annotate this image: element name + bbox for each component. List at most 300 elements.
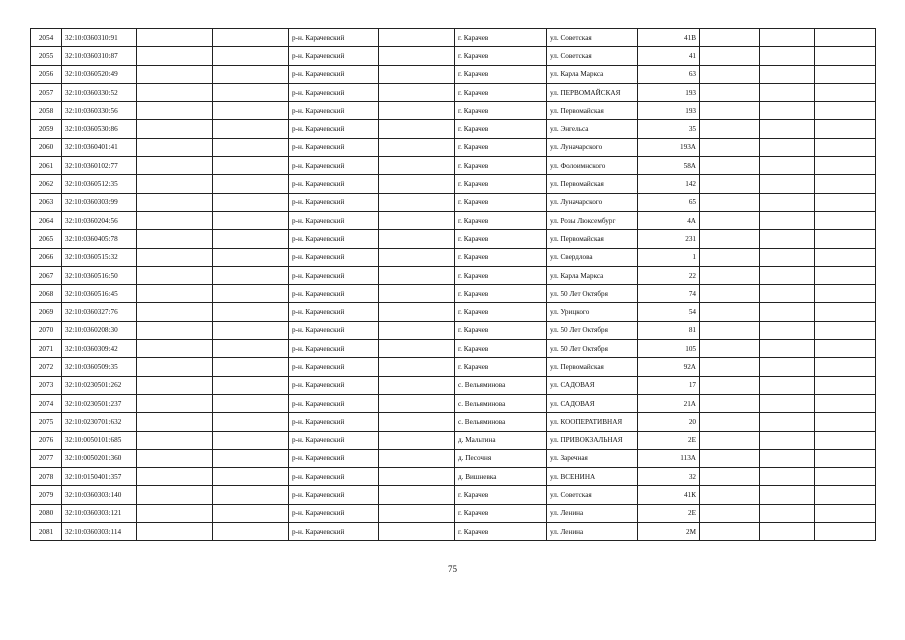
settlement-cell: г. Карачев xyxy=(455,138,547,156)
table-row xyxy=(31,376,876,394)
house-number-cell: 21А xyxy=(638,394,700,412)
property-register-table xyxy=(30,28,876,541)
street-cell: ул. САДОВАЯ xyxy=(547,376,638,394)
settlement-cell: г. Карачев xyxy=(455,523,547,541)
table-row xyxy=(31,47,876,65)
empty-cell xyxy=(700,230,760,248)
empty-cell xyxy=(137,486,213,504)
empty-cell xyxy=(137,120,213,138)
empty-cell xyxy=(815,486,876,504)
street-cell: ул. КООПЕРАТИВНАЯ xyxy=(547,413,638,431)
cadastral-number-cell: 32:10:0360310:91 xyxy=(62,29,137,47)
cadastral-number-cell: 32:10:0360310:87 xyxy=(62,47,137,65)
table-row xyxy=(31,29,876,47)
empty-cell xyxy=(700,211,760,229)
cadastral-number-cell: 32:10:0360330:52 xyxy=(62,83,137,101)
empty-cell xyxy=(700,120,760,138)
table-row xyxy=(31,175,876,193)
table-row xyxy=(31,120,876,138)
row-number-cell: 2077 xyxy=(31,449,62,467)
table-row xyxy=(31,449,876,467)
empty-cell xyxy=(137,175,213,193)
empty-cell xyxy=(379,431,455,449)
cadastral-number-cell: 32:10:0360204:56 xyxy=(62,211,137,229)
cadastral-number-cell: 32:10:0360516:45 xyxy=(62,285,137,303)
empty-cell xyxy=(760,230,815,248)
empty-cell xyxy=(760,83,815,101)
house-number-cell: 20 xyxy=(638,413,700,431)
empty-cell xyxy=(815,175,876,193)
empty-cell xyxy=(379,102,455,120)
empty-cell xyxy=(379,175,455,193)
district-cell: р-н. Карачевский xyxy=(289,248,379,266)
empty-cell xyxy=(137,65,213,83)
table-row xyxy=(31,358,876,376)
empty-cell xyxy=(760,285,815,303)
row-number-cell: 2070 xyxy=(31,321,62,339)
house-number-cell: 2Е xyxy=(638,504,700,522)
empty-cell xyxy=(137,376,213,394)
cadastral-number-cell: 32:10:0050201:360 xyxy=(62,449,137,467)
empty-cell xyxy=(379,449,455,467)
empty-cell xyxy=(213,394,289,412)
table-row xyxy=(31,230,876,248)
empty-cell xyxy=(213,486,289,504)
empty-cell xyxy=(760,102,815,120)
empty-cell xyxy=(379,83,455,101)
empty-cell xyxy=(379,47,455,65)
table-row xyxy=(31,285,876,303)
house-number-cell: 63 xyxy=(638,65,700,83)
table-row xyxy=(31,248,876,266)
settlement-cell: г. Карачев xyxy=(455,266,547,284)
empty-cell xyxy=(213,413,289,431)
district-cell: р-н. Карачевский xyxy=(289,340,379,358)
empty-cell xyxy=(760,431,815,449)
street-cell: ул. Заречная xyxy=(547,449,638,467)
empty-cell xyxy=(213,431,289,449)
house-number-cell: 65 xyxy=(638,193,700,211)
table-row xyxy=(31,138,876,156)
settlement-cell: г. Карачев xyxy=(455,358,547,376)
empty-cell xyxy=(213,248,289,266)
empty-cell xyxy=(815,120,876,138)
district-cell: р-н. Карачевский xyxy=(289,29,379,47)
table-row xyxy=(31,321,876,339)
empty-cell xyxy=(760,175,815,193)
district-cell: р-н. Карачевский xyxy=(289,303,379,321)
street-cell: ул. Карла Маркса xyxy=(547,65,638,83)
empty-cell xyxy=(213,449,289,467)
empty-cell xyxy=(137,29,213,47)
street-cell: ул. Советская xyxy=(547,47,638,65)
empty-cell xyxy=(815,102,876,120)
house-number-cell: 54 xyxy=(638,303,700,321)
empty-cell xyxy=(815,157,876,175)
empty-cell xyxy=(700,175,760,193)
district-cell: р-н. Карачевский xyxy=(289,120,379,138)
settlement-cell: г. Карачев xyxy=(455,47,547,65)
cadastral-number-cell: 32:10:0360303:121 xyxy=(62,504,137,522)
empty-cell xyxy=(213,120,289,138)
table-row xyxy=(31,157,876,175)
settlement-cell: г. Карачев xyxy=(455,321,547,339)
street-cell: ул. ПЕРВОМАЙСКАЯ xyxy=(547,83,638,101)
street-cell: ул. Розы Люксембург xyxy=(547,211,638,229)
row-number-cell: 2057 xyxy=(31,83,62,101)
empty-cell xyxy=(137,138,213,156)
street-cell: ул. Луначарского xyxy=(547,193,638,211)
empty-cell xyxy=(137,47,213,65)
empty-cell xyxy=(815,211,876,229)
street-cell: ул. 50 Лет Октября xyxy=(547,321,638,339)
row-number-cell: 2072 xyxy=(31,358,62,376)
empty-cell xyxy=(760,413,815,431)
table-row xyxy=(31,65,876,83)
house-number-cell: 2М xyxy=(638,523,700,541)
cadastral-number-cell: 32:10:0360520:49 xyxy=(62,65,137,83)
empty-cell xyxy=(137,193,213,211)
empty-cell xyxy=(700,303,760,321)
empty-cell xyxy=(379,65,455,83)
empty-cell xyxy=(137,413,213,431)
empty-cell xyxy=(213,303,289,321)
empty-cell xyxy=(137,248,213,266)
settlement-cell: г. Карачев xyxy=(455,504,547,522)
empty-cell xyxy=(700,394,760,412)
cadastral-number-cell: 32:10:0360405:78 xyxy=(62,230,137,248)
row-number-cell: 2062 xyxy=(31,175,62,193)
empty-cell xyxy=(137,340,213,358)
empty-cell xyxy=(700,504,760,522)
cadastral-number-cell: 32:10:0360303:140 xyxy=(62,486,137,504)
empty-cell xyxy=(137,468,213,486)
empty-cell xyxy=(213,504,289,522)
row-number-cell: 2074 xyxy=(31,394,62,412)
empty-cell xyxy=(213,157,289,175)
empty-cell xyxy=(815,376,876,394)
house-number-cell: 193А xyxy=(638,138,700,156)
empty-cell xyxy=(213,285,289,303)
empty-cell xyxy=(213,211,289,229)
empty-cell xyxy=(815,47,876,65)
district-cell: р-н. Карачевский xyxy=(289,468,379,486)
empty-cell xyxy=(760,47,815,65)
empty-cell xyxy=(700,266,760,284)
empty-cell xyxy=(137,303,213,321)
empty-cell xyxy=(760,523,815,541)
empty-cell xyxy=(760,138,815,156)
district-cell: р-н. Карачевский xyxy=(289,413,379,431)
settlement-cell: д. Песочня xyxy=(455,449,547,467)
settlement-cell: г. Карачев xyxy=(455,83,547,101)
settlement-cell: г. Карачев xyxy=(455,486,547,504)
empty-cell xyxy=(213,321,289,339)
house-number-cell: 231 xyxy=(638,230,700,248)
empty-cell xyxy=(213,340,289,358)
street-cell: ул. Карла Маркса xyxy=(547,266,638,284)
district-cell: р-н. Карачевский xyxy=(289,157,379,175)
empty-cell xyxy=(700,486,760,504)
empty-cell xyxy=(760,303,815,321)
street-cell: ул. ПРИВОКЗАЛЬНАЯ xyxy=(547,431,638,449)
house-number-cell: 58А xyxy=(638,157,700,175)
cadastral-number-cell: 32:10:0360330:56 xyxy=(62,102,137,120)
empty-cell xyxy=(213,29,289,47)
empty-cell xyxy=(760,358,815,376)
empty-cell xyxy=(700,340,760,358)
cadastral-number-cell: 32:10:0360401:41 xyxy=(62,138,137,156)
empty-cell xyxy=(379,358,455,376)
settlement-cell: г. Карачев xyxy=(455,65,547,83)
district-cell: р-н. Карачевский xyxy=(289,102,379,120)
empty-cell xyxy=(379,285,455,303)
empty-cell xyxy=(815,193,876,211)
street-cell: ул. САДОВАЯ xyxy=(547,394,638,412)
empty-cell xyxy=(213,193,289,211)
row-number-cell: 2067 xyxy=(31,266,62,284)
empty-cell xyxy=(760,376,815,394)
house-number-cell: 142 xyxy=(638,175,700,193)
empty-cell xyxy=(815,248,876,266)
settlement-cell: г. Карачев xyxy=(455,211,547,229)
street-cell: ул. Советская xyxy=(547,486,638,504)
empty-cell xyxy=(815,523,876,541)
table-row xyxy=(31,102,876,120)
district-cell: р-н. Карачевский xyxy=(289,266,379,284)
empty-cell xyxy=(137,285,213,303)
empty-cell xyxy=(137,83,213,101)
district-cell: р-н. Карачевский xyxy=(289,65,379,83)
row-number-cell: 2081 xyxy=(31,523,62,541)
house-number-cell: 105 xyxy=(638,340,700,358)
house-number-cell: 41В xyxy=(638,29,700,47)
settlement-cell: с. Вельяминова xyxy=(455,394,547,412)
table-row xyxy=(31,340,876,358)
district-cell: р-н. Карачевский xyxy=(289,211,379,229)
table-row xyxy=(31,83,876,101)
empty-cell xyxy=(213,47,289,65)
row-number-cell: 2063 xyxy=(31,193,62,211)
district-cell: р-н. Карачевский xyxy=(289,486,379,504)
settlement-cell: г. Карачев xyxy=(455,230,547,248)
row-number-cell: 2071 xyxy=(31,340,62,358)
row-number-cell: 2056 xyxy=(31,65,62,83)
empty-cell xyxy=(213,358,289,376)
empty-cell xyxy=(815,394,876,412)
cadastral-number-cell: 32:10:0360509:35 xyxy=(62,358,137,376)
row-number-cell: 2055 xyxy=(31,47,62,65)
house-number-cell: 1 xyxy=(638,248,700,266)
empty-cell xyxy=(815,449,876,467)
street-cell: ул. Первомайская xyxy=(547,102,638,120)
cadastral-number-cell: 32:10:0360102:77 xyxy=(62,157,137,175)
empty-cell xyxy=(700,102,760,120)
empty-cell xyxy=(700,468,760,486)
cadastral-number-cell: 32:10:0150401:357 xyxy=(62,468,137,486)
table-row xyxy=(31,193,876,211)
empty-cell xyxy=(760,340,815,358)
settlement-cell: г. Карачев xyxy=(455,157,547,175)
row-number-cell: 2059 xyxy=(31,120,62,138)
row-number-cell: 2060 xyxy=(31,138,62,156)
empty-cell xyxy=(815,65,876,83)
empty-cell xyxy=(379,523,455,541)
empty-cell xyxy=(815,321,876,339)
table-row xyxy=(31,431,876,449)
empty-cell xyxy=(815,230,876,248)
empty-cell xyxy=(379,376,455,394)
street-cell: ул. 50 Лет Октября xyxy=(547,285,638,303)
empty-cell xyxy=(760,468,815,486)
street-cell: ул. Луначарского xyxy=(547,138,638,156)
empty-cell xyxy=(760,120,815,138)
empty-cell xyxy=(760,211,815,229)
district-cell: р-н. Карачевский xyxy=(289,504,379,522)
empty-cell xyxy=(213,102,289,120)
street-cell: ул. Первомайская xyxy=(547,230,638,248)
district-cell: р-н. Карачевский xyxy=(289,431,379,449)
empty-cell xyxy=(137,523,213,541)
district-cell: р-н. Карачевский xyxy=(289,321,379,339)
empty-cell xyxy=(815,83,876,101)
table-row xyxy=(31,211,876,229)
house-number-cell: 92А xyxy=(638,358,700,376)
district-cell: р-н. Карачевский xyxy=(289,523,379,541)
settlement-cell: г. Карачев xyxy=(455,29,547,47)
settlement-cell: г. Карачев xyxy=(455,120,547,138)
empty-cell xyxy=(815,413,876,431)
house-number-cell: 22 xyxy=(638,266,700,284)
empty-cell xyxy=(213,175,289,193)
empty-cell xyxy=(379,486,455,504)
street-cell: ул. Ленина xyxy=(547,523,638,541)
house-number-cell: 41 xyxy=(638,47,700,65)
cadastral-number-cell: 32:10:0360530:86 xyxy=(62,120,137,138)
empty-cell xyxy=(700,523,760,541)
empty-cell xyxy=(137,449,213,467)
empty-cell xyxy=(379,120,455,138)
empty-cell xyxy=(213,468,289,486)
empty-cell xyxy=(815,340,876,358)
settlement-cell: с. Вельяминова xyxy=(455,413,547,431)
empty-cell xyxy=(760,193,815,211)
empty-cell xyxy=(700,431,760,449)
empty-cell xyxy=(379,468,455,486)
settlement-cell: г. Карачев xyxy=(455,248,547,266)
street-cell: ул. ВСЕНИНА xyxy=(547,468,638,486)
empty-cell xyxy=(700,358,760,376)
empty-cell xyxy=(760,266,815,284)
row-number-cell: 2078 xyxy=(31,468,62,486)
empty-cell xyxy=(379,340,455,358)
cadastral-number-cell: 32:10:0360303:114 xyxy=(62,523,137,541)
empty-cell xyxy=(700,413,760,431)
house-number-cell: 193 xyxy=(638,102,700,120)
empty-cell xyxy=(137,157,213,175)
empty-cell xyxy=(379,29,455,47)
empty-cell xyxy=(760,65,815,83)
empty-cell xyxy=(760,504,815,522)
empty-cell xyxy=(760,29,815,47)
empty-cell xyxy=(379,230,455,248)
cadastral-number-cell: 32:10:0360303:99 xyxy=(62,193,137,211)
cadastral-number-cell: 32:10:0360515:32 xyxy=(62,248,137,266)
table-row xyxy=(31,266,876,284)
house-number-cell: 74 xyxy=(638,285,700,303)
street-cell: ул. Свердлова xyxy=(547,248,638,266)
row-number-cell: 2066 xyxy=(31,248,62,266)
cadastral-number-cell: 32:10:0360516:50 xyxy=(62,266,137,284)
empty-cell xyxy=(213,83,289,101)
row-number-cell: 2073 xyxy=(31,376,62,394)
empty-cell xyxy=(213,376,289,394)
empty-cell xyxy=(379,157,455,175)
empty-cell xyxy=(700,449,760,467)
empty-cell xyxy=(815,138,876,156)
street-cell: ул. Энгельса xyxy=(547,120,638,138)
empty-cell xyxy=(700,193,760,211)
empty-cell xyxy=(760,486,815,504)
empty-cell xyxy=(379,248,455,266)
row-number-cell: 2058 xyxy=(31,102,62,120)
district-cell: р-н. Карачевский xyxy=(289,47,379,65)
settlement-cell: д. Мальтина xyxy=(455,431,547,449)
row-number-cell: 2079 xyxy=(31,486,62,504)
house-number-cell: 81 xyxy=(638,321,700,339)
row-number-cell: 2054 xyxy=(31,29,62,47)
house-number-cell: 2Е xyxy=(638,431,700,449)
empty-cell xyxy=(379,413,455,431)
street-cell: ул. Урицкого xyxy=(547,303,638,321)
district-cell: р-н. Карачевский xyxy=(289,83,379,101)
district-cell: р-н. Карачевский xyxy=(289,175,379,193)
empty-cell xyxy=(137,394,213,412)
empty-cell xyxy=(213,65,289,83)
cadastral-number-cell: 32:10:0230501:237 xyxy=(62,394,137,412)
empty-cell xyxy=(137,431,213,449)
settlement-cell: г. Карачев xyxy=(455,285,547,303)
empty-cell xyxy=(700,47,760,65)
table-row xyxy=(31,413,876,431)
empty-cell xyxy=(379,504,455,522)
table-row xyxy=(31,468,876,486)
row-number-cell: 2069 xyxy=(31,303,62,321)
row-number-cell: 2064 xyxy=(31,211,62,229)
house-number-cell: 113А xyxy=(638,449,700,467)
table-row xyxy=(31,523,876,541)
district-cell: р-н. Карачевский xyxy=(289,193,379,211)
house-number-cell: 17 xyxy=(638,376,700,394)
cadastral-number-cell: 32:10:0050101:685 xyxy=(62,431,137,449)
empty-cell xyxy=(379,321,455,339)
empty-cell xyxy=(379,266,455,284)
empty-cell xyxy=(379,394,455,412)
empty-cell xyxy=(379,138,455,156)
empty-cell xyxy=(760,248,815,266)
empty-cell xyxy=(137,266,213,284)
settlement-cell: д. Вишневка xyxy=(455,468,547,486)
row-number-cell: 2075 xyxy=(31,413,62,431)
street-cell: ул. Ленина xyxy=(547,504,638,522)
cadastral-number-cell: 32:10:0230701:632 xyxy=(62,413,137,431)
empty-cell xyxy=(700,157,760,175)
district-cell: р-н. Карачевский xyxy=(289,285,379,303)
cadastral-number-cell: 32:10:0360327:76 xyxy=(62,303,137,321)
empty-cell xyxy=(137,211,213,229)
street-cell: ул. Первомайская xyxy=(547,358,638,376)
district-cell: р-н. Карачевский xyxy=(289,358,379,376)
